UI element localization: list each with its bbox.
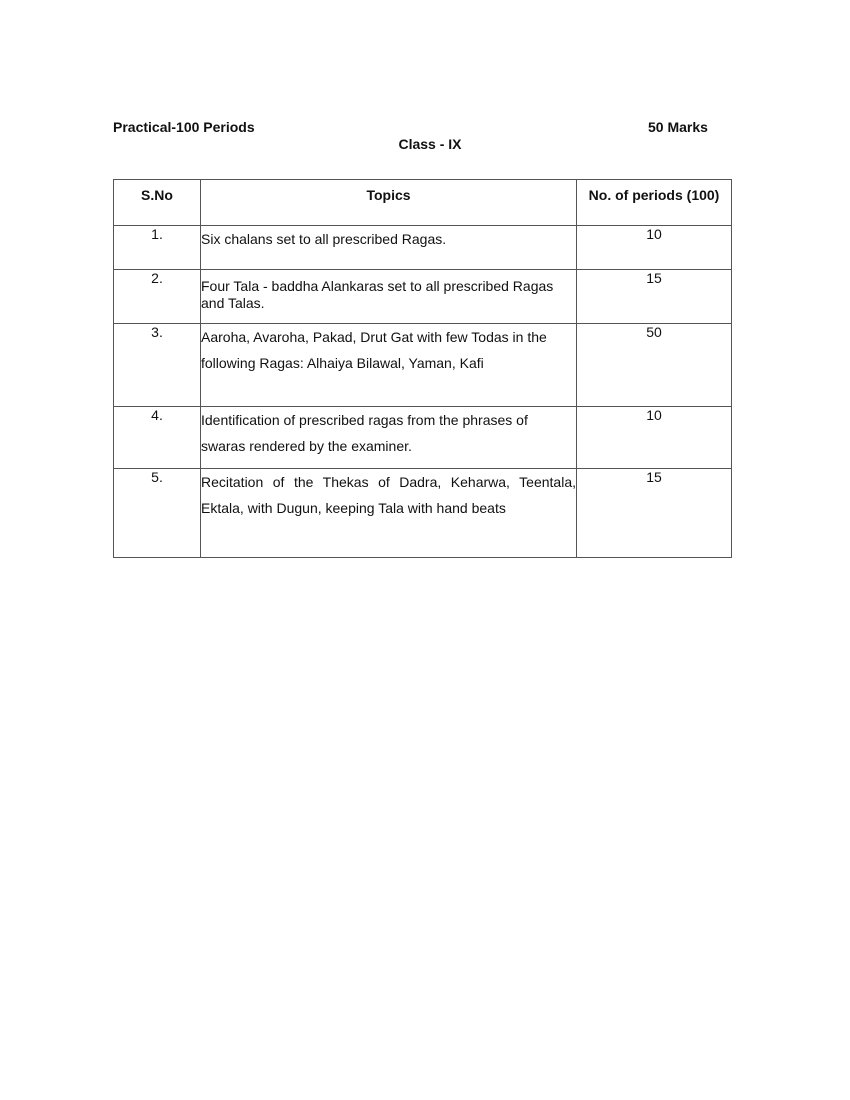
column-header-topics: Topics <box>201 180 577 226</box>
row-topic: Six chalans set to all prescribed Ragas. <box>201 226 577 270</box>
row-topic: Recitation of the Thekas of Dadra, Keharwa, Teentala, Ektala, with Dugun, keeping Tala with hand beats <box>201 469 577 558</box>
row-topic: Four Tala - baddha Alankaras set to all prescribed Ragas and Talas. <box>201 270 577 324</box>
table-header-row <box>114 180 732 226</box>
row-periods: 15 <box>577 469 732 558</box>
row-periods: 10 <box>577 407 732 469</box>
row-periods: 15 <box>577 270 732 324</box>
table-row <box>114 407 732 469</box>
row-topic: Identification of prescribed ragas from the phrases of swaras rendered by the examiner. <box>201 407 577 469</box>
row-sno: 5. <box>114 469 201 558</box>
row-sno: 1. <box>114 226 201 270</box>
row-sno: 3. <box>114 324 201 407</box>
marks-heading: 50 Marks <box>648 119 708 135</box>
column-header-periods: No. of periods (100) <box>577 180 732 226</box>
class-heading: Class - IX <box>398 136 462 152</box>
table-row <box>114 469 732 558</box>
table-row <box>114 324 732 407</box>
column-header-sno: S.No <box>114 180 201 226</box>
table-row <box>114 270 732 324</box>
row-sno: 4. <box>114 407 201 469</box>
table-row <box>114 226 732 270</box>
row-periods: 50 <box>577 324 732 407</box>
practical-periods-heading: Practical-100 Periods <box>113 119 255 135</box>
row-topic: Aaroha, Avaroha, Pakad, Drut Gat with few Todas in the following Ragas: Alhaiya Bilawal, Yaman, Kafi <box>201 324 577 407</box>
syllabus-table <box>113 179 732 558</box>
row-periods: 10 <box>577 226 732 270</box>
row-sno: 2. <box>114 270 201 324</box>
